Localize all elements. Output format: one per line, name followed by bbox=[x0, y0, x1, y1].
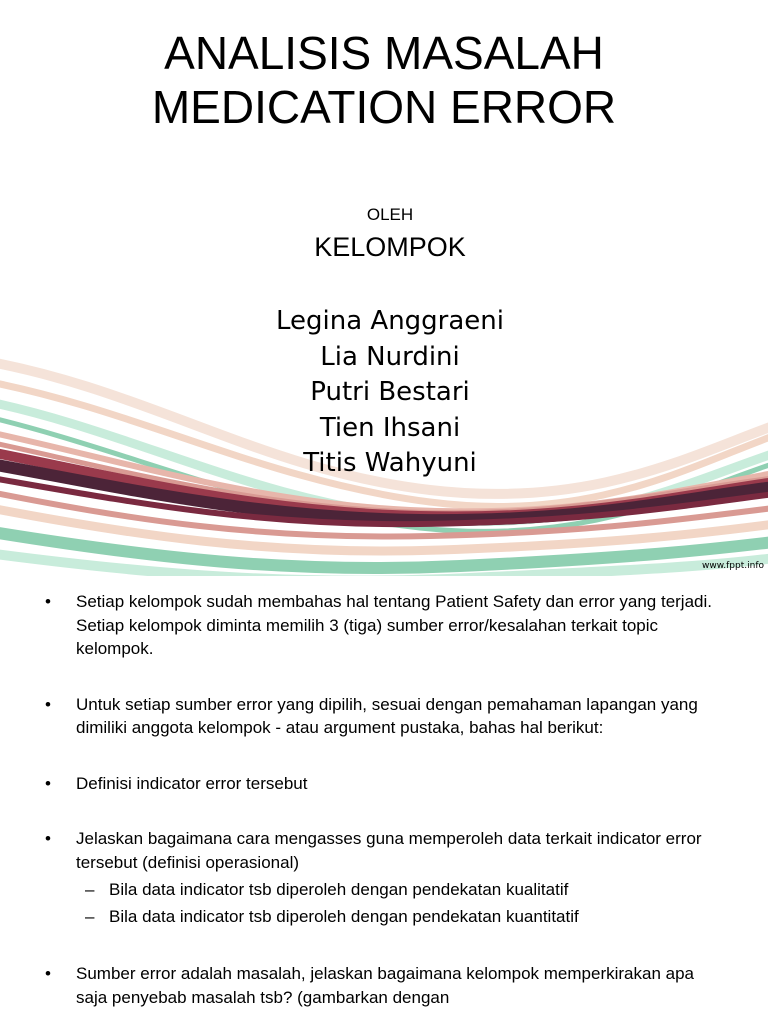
bullet-text: Setiap kelompok sudah membahas hal tentang Patient Safety dan error yang terjadi. Setiap kelompok diminta memilih 3 (tiga) sumber error/kesalahan terkait topic kelompok. bbox=[76, 592, 712, 658]
title-line: ANALISIS MASALAH bbox=[164, 27, 604, 79]
slide-title bbox=[0, 26, 768, 134]
member-name: Titis Wahyuni bbox=[303, 448, 477, 478]
bullet-item bbox=[0, 772, 768, 796]
bullet-item bbox=[0, 962, 768, 1009]
bullet-item bbox=[0, 827, 768, 930]
dash-marker: – bbox=[85, 880, 95, 899]
sub-bullet-item bbox=[76, 876, 718, 903]
sub-bullet-text: Bila data indicator tsb diperoleh dengan pendekatan kuantitatif bbox=[109, 907, 579, 926]
bullet-text: Definisi indicator error tersebut bbox=[76, 773, 308, 793]
bullet-marker: • bbox=[45, 694, 51, 714]
bullet-marker: • bbox=[45, 964, 51, 983]
member-name: Lia Nurdini bbox=[320, 341, 460, 372]
bullet-text: Jelaskan bagaimana cara mengasses guna memperoleh data terkait indicator error tersebut (definisi operasional) bbox=[76, 829, 702, 872]
title-line: MEDICATION ERROR bbox=[151, 81, 617, 133]
bullet-text: Sumber error adalah masalah, jelaskan bagaimana kelompok memperkirakan apa saja penyebab masalah tsb? (gambarkan dengan bbox=[76, 964, 694, 1007]
bullet-marker: • bbox=[45, 592, 51, 611]
bullet-text: Untuk setiap sumber error yang dipilih, sesuai dengan pemahaman lapangan yang dimiliki anggota kelompok - atau argument pustaka, bahas hal berikut: bbox=[76, 694, 698, 737]
sub-bullet-text: Bila data indicator tsb diperoleh dengan pendekatan kualitatif bbox=[109, 880, 569, 899]
bullet-item bbox=[0, 693, 768, 740]
oleh-label: OLEH bbox=[366, 205, 414, 224]
member-name: Legina Anggraeni bbox=[275, 306, 505, 336]
bullet-item bbox=[0, 590, 768, 661]
dash-marker: – bbox=[85, 907, 95, 926]
sub-bullet-item bbox=[76, 903, 718, 930]
instructions-slide bbox=[0, 576, 768, 1024]
member-list bbox=[0, 304, 768, 482]
bullet-marker: • bbox=[45, 829, 51, 848]
bullet-marker: • bbox=[45, 773, 51, 793]
bullet-list bbox=[0, 590, 768, 1024]
sub-bullet-list bbox=[76, 876, 718, 930]
member-name: Putri Bestari bbox=[310, 377, 470, 407]
template-credit: www.fppt.info bbox=[702, 561, 764, 571]
member-name: Tien Ihsani bbox=[319, 412, 461, 443]
kelompok-label: KELOMPOK bbox=[314, 232, 466, 262]
